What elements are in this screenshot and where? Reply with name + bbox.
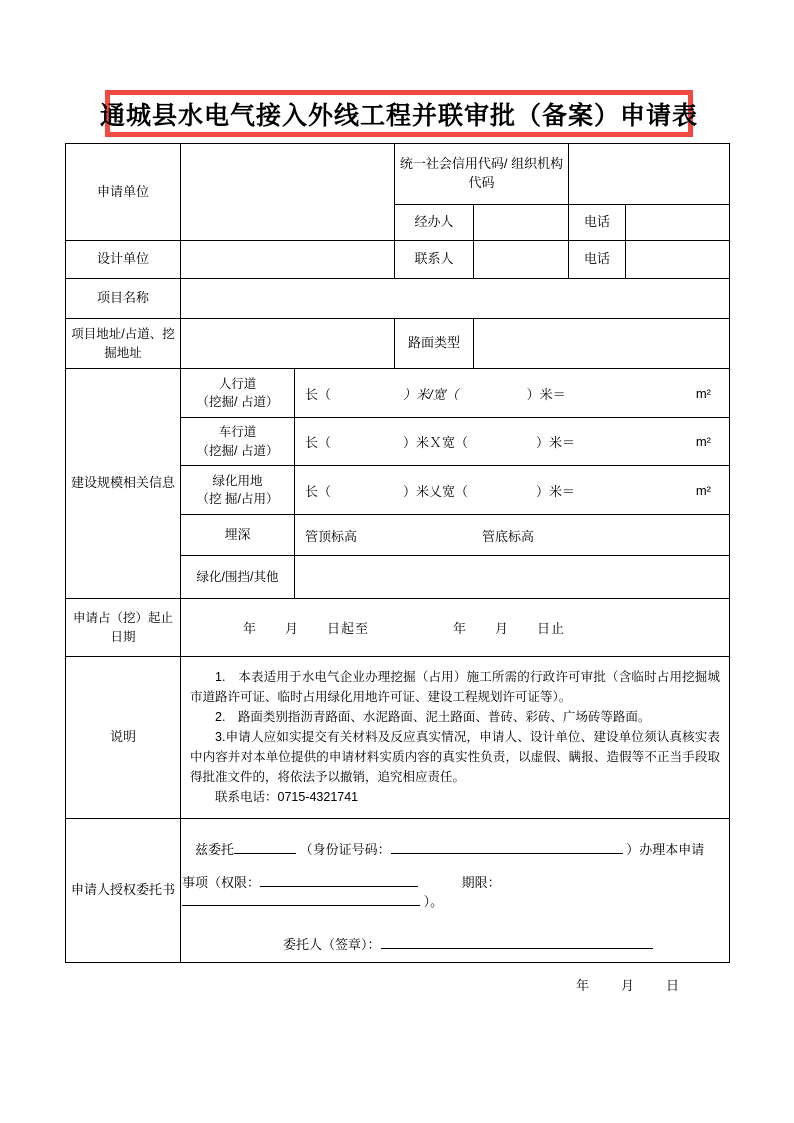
roadway-dimensions-line bbox=[295, 418, 729, 465]
length-open: 长（ bbox=[305, 435, 332, 450]
entrust-prefix: 兹委托 bbox=[195, 842, 235, 857]
equals: ）米＝ bbox=[536, 435, 576, 450]
principal-signature-label: 委托人（签章）： bbox=[283, 937, 381, 952]
applicant-unit-label: 申请单位 bbox=[66, 144, 181, 241]
sidewalk-dimensions-line bbox=[295, 369, 729, 417]
term-label: 期限： bbox=[461, 875, 501, 890]
project-address-value-cell[interactable] bbox=[181, 319, 395, 369]
authorization-line-2 bbox=[182, 872, 729, 910]
width-open: ）米乂宽（ bbox=[403, 483, 469, 499]
handler-label: 经办人 bbox=[395, 205, 474, 241]
greening-enclosure-other-value-cell[interactable] bbox=[295, 556, 730, 599]
authorization-date-line: 年 月 日 bbox=[575, 978, 681, 993]
note-item-3: 3.申请人应如实提交有关材料及反应真实情况，申请人、设计单位、建设单位须认真核实表中内容并对本单位提供的申请材料实质内容的真实性负责，以虚假、瞒报、造假等不正当手段取得批准文件的，将依法予以撤销，追究相应责任。 bbox=[190, 730, 720, 784]
project-name-label: 项目名称 bbox=[66, 279, 181, 319]
authorization-line-3 bbox=[283, 934, 729, 953]
date-range-line: 年 月 日起至 年 月 日止 bbox=[243, 621, 566, 636]
project-name-value-cell[interactable] bbox=[181, 279, 730, 319]
contact-label: 联系人 bbox=[395, 241, 474, 279]
pipe-bottom-elevation-label: 管底标高 bbox=[482, 528, 535, 544]
contact-value-cell[interactable] bbox=[474, 241, 569, 279]
designer-phone-value-cell[interactable] bbox=[626, 241, 730, 279]
sidewalk-dimensions-cell[interactable] bbox=[295, 369, 730, 418]
road-type-label: 路面类型 bbox=[395, 319, 474, 369]
greening-enclosure-other-label: 绿化/围挡/其他 bbox=[181, 556, 295, 599]
note-contact-phone: 联系电话：0715-4321741 bbox=[215, 790, 359, 804]
credit-code-value-cell[interactable] bbox=[569, 144, 730, 205]
entrustee-name-blank[interactable] bbox=[234, 840, 296, 854]
notes-body bbox=[181, 657, 729, 807]
length-open: 长（ bbox=[305, 483, 332, 499]
date-range-value-cell[interactable] bbox=[181, 599, 730, 657]
design-unit-value-cell[interactable] bbox=[181, 241, 395, 279]
designer-phone-label: 电话 bbox=[569, 241, 626, 279]
width-open: ）米/宽（ bbox=[403, 386, 459, 402]
length-open: 长（ bbox=[305, 386, 332, 402]
project-address-label: 项目地址/占道、挖掘地址 bbox=[66, 319, 181, 369]
scope-label: 事项（权限： bbox=[182, 875, 261, 890]
width-open: ）米Ｘ宽（ bbox=[403, 435, 469, 450]
form-title-box bbox=[100, 90, 699, 137]
equals: ）米＝ bbox=[526, 386, 566, 402]
note-item-1: 1. 本表适用于水电气企业办理挖掘（占用）施工所需的行政许可审批（含临时占用挖掘城市道路许可证、临时占用绿化用地许可证、建设工程规划许可证等）。 bbox=[190, 670, 720, 704]
roadway-dimensions-cell[interactable] bbox=[295, 418, 730, 466]
authorization-label: 申请人授权委托书 bbox=[66, 819, 181, 963]
date-range-label: 申请占（挖）起止日期 bbox=[66, 599, 181, 657]
principal-signature-blank[interactable] bbox=[381, 935, 653, 949]
term-blank[interactable] bbox=[182, 892, 420, 906]
application-form-table bbox=[65, 143, 730, 993]
handler-value-cell[interactable] bbox=[474, 205, 569, 241]
authorization-content-cell bbox=[181, 819, 730, 993]
form-title: 通城县水电气接入外线工程并联审批（备案）申请表 bbox=[100, 101, 699, 130]
sidewalk-label bbox=[181, 369, 295, 418]
pipe-top-elevation-label: 管顶标高 bbox=[305, 528, 358, 544]
id-number-label: （身份证号码： bbox=[299, 842, 391, 857]
applicant-unit-value-cell[interactable] bbox=[181, 144, 395, 241]
square-meter-unit: m² bbox=[695, 482, 711, 498]
greening-land-label-text: 绿化用地 （挖 掘/占用） bbox=[196, 473, 279, 506]
id-number-blank[interactable] bbox=[391, 840, 623, 854]
scope-blank[interactable] bbox=[260, 873, 418, 887]
applicant-phone-value-cell[interactable] bbox=[626, 205, 730, 241]
line2-suffix: ）。 bbox=[423, 894, 444, 909]
square-meter-unit: m² bbox=[695, 434, 711, 449]
notes-label: 说明 bbox=[66, 657, 181, 819]
credit-code-label: 统一社会信用代码/ 组织机构代码 bbox=[395, 144, 569, 205]
design-unit-label: 设计单位 bbox=[66, 241, 181, 279]
roadway-label-text: 车行道 （挖掘/ 占道） bbox=[196, 425, 279, 458]
burial-depth-label: 埋深 bbox=[181, 515, 295, 556]
construction-scale-label: 建设规模相关信息 bbox=[66, 369, 181, 599]
sidewalk-label-text: 人行道 （挖掘/ 占道） bbox=[196, 376, 279, 409]
notes-content-cell bbox=[181, 657, 730, 819]
roadway-label bbox=[181, 418, 295, 466]
equals: ）米＝ bbox=[536, 483, 576, 499]
burial-depth-line bbox=[295, 515, 729, 555]
square-meter-unit: m² bbox=[695, 385, 711, 401]
applicant-phone-label: 电话 bbox=[569, 205, 626, 241]
note-item-2: 2. 路面类别指沥青路面、水泥路面、泥土路面、普砖、彩砖、广场砖等路面。 bbox=[215, 710, 651, 724]
greening-dimensions-line bbox=[295, 466, 729, 514]
greening-dimensions-cell[interactable] bbox=[295, 466, 730, 515]
greening-land-label bbox=[181, 466, 295, 515]
line1-suffix: ）办理本申请 bbox=[626, 842, 705, 857]
authorization-line-1 bbox=[195, 839, 729, 858]
road-type-value-cell[interactable] bbox=[474, 319, 730, 369]
burial-depth-value-cell[interactable] bbox=[295, 515, 730, 556]
